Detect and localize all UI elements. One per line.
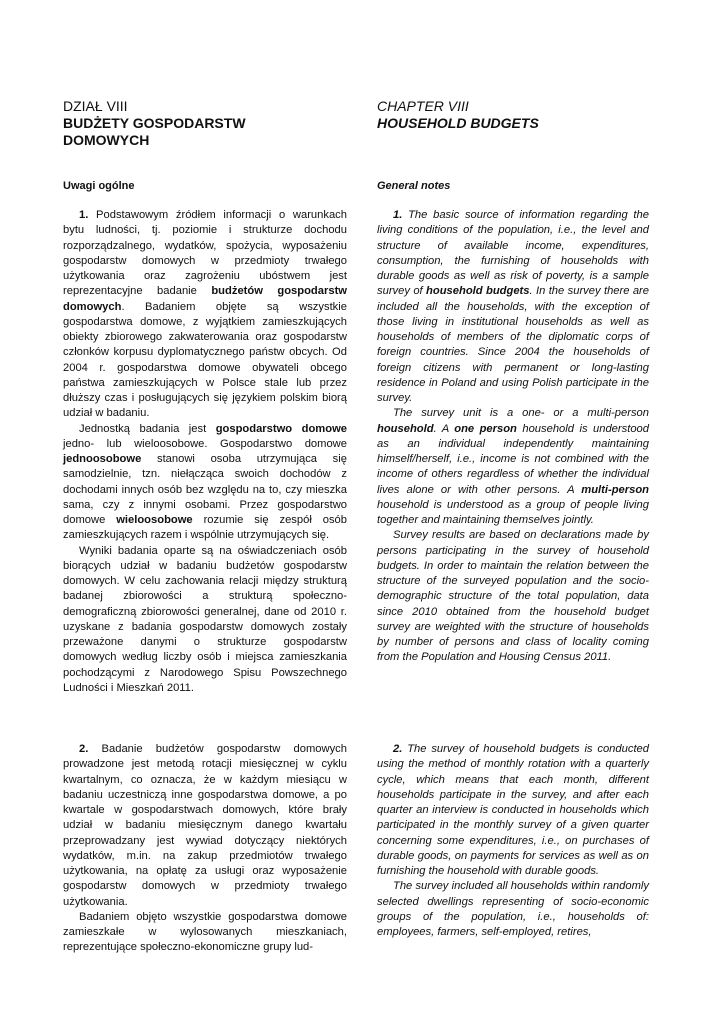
- text-run: The survey of household budgets is conducted using the method of monthly rotation with a quarterly cycle, which means that each month, different households participate in the survey, and after each quarter an interview is conducted in households which participated in the monthly survey of a given quarter concerning some expenditures, i.e., on purchases of durable goods, on payments for services as well as on furnishing the household with durable goods.: [377, 743, 649, 877]
- paragraph-en-1: [377, 208, 649, 406]
- paragraph-pl-4: [63, 742, 347, 910]
- bold-term: household: [377, 422, 434, 435]
- text-run: stanowi osoba utrzymująca się samodzielnie, tzn. niełącząca swoich dochodów z dochodami innych osób bez względu na to, czy mieszka sama, czy z innymi osobami. Przez gospodarstwo domowe: [63, 453, 347, 526]
- polish-column: [63, 0, 347, 1024]
- text-run: Jednostką badania jest: [79, 422, 216, 435]
- paragraph-number: 1.: [393, 209, 403, 221]
- paragraph-number: 2.: [393, 743, 403, 755]
- paragraph-pl-3: Wyniki badania oparte są na oświadczeniach osób biorących udział w badaniu budżetów gospodarstw domowych. W celu zachowania relacji między strukturą badanej zbiorowości a strukturą społeczno-demograficzną zbiorowości generalnej, dane od 2010 r. uzyskane z badania gospodarstw domowych zostały przeważone danymi o strukturze gospodarstw domowych według liczby osób i miejsca zamieszkania pochodzącymi z Narodowego Spisu Powszechnego Ludności i Mieszkań 2011.: [63, 544, 347, 694]
- paragraph-number: 2.: [79, 743, 89, 755]
- text-run: Podstawowym źródłem informacji o warunkach bytu ludności, tj. poziomie i strukturze dochodu rozporządzalnego, wydatków, spożycia, wyposażeniu gospodarstw domowych w przedmioty trwałego użytkowania oraz zagrożeniu ubóstwem jest reprezentacyjne badanie: [63, 209, 347, 298]
- text-run: . Badaniem objęte są wszystkie gospodarstwa domowe, z wyjątkiem zamieszkujących obiekty zbiorowego zakwaterowania oraz gospodarstw członków korpusu dyplomatycznego państw obcych. Od 2004 r. gospodarstwa domowe obywateli obcego państwa zamieszkujących w Polsce stale lub przez dłuższy czas i posługujących się językiem polskim biorą udział w badaniu.: [63, 300, 347, 420]
- paragraph-pl-5: Badaniem objęto wszystkie gospodarstwa domowe zamieszkałe w wylosowanych mieszkaniach, reprezentujące społeczno-ekonomiczne grupy lud-: [63, 910, 347, 954]
- paragraph-pl-1: [63, 208, 347, 422]
- body-text-en-section2: [377, 742, 649, 940]
- paragraph-en-5: The survey included all households within randomly selected dwellings representing of socio-economic groups of the population, i.e., households of: employees, farmers, self-employed, retires,: [377, 880, 649, 938]
- bold-term: multi-person: [581, 483, 649, 496]
- chapter-title-pl-line1: BUDŻETY GOSPODARSTW: [63, 115, 246, 131]
- text-run: . In the survey there are included all the households, with the exception of those living in institutional households as well as households of members of the diplomatic corps of foreign countries. Since 2004 the households of foreign citizens with permanent or long-lasting residence in Poland and using Polish participate in the survey.: [377, 285, 650, 404]
- bold-term: wieloosobowe: [116, 514, 193, 526]
- text-run: . A: [433, 422, 455, 435]
- notes-heading-pl: Uwagi ogólne: [63, 180, 135, 192]
- text-run: jedno- lub wieloosobowe. Gospodarstwo domowe: [63, 437, 347, 450]
- text-run: The basic source of information regarding the living conditions of the population, i.e., the level and structure of available income, expenditures, consumption, the furnishing of households with durable goods as well as risk of poverty, is a sample survey of: [377, 209, 649, 298]
- text-run: rozumie się zespół osób zamieszkujących razem i wspólnie utrzymujących się.: [63, 514, 347, 542]
- body-text-pl-section1: [63, 208, 347, 696]
- english-column: [377, 0, 661, 1024]
- paragraph-number: 1.: [79, 209, 89, 221]
- notes-heading-en: General notes: [377, 180, 451, 192]
- text-run: household is understood as a group of people living together and maintaining themselves jointly.: [377, 498, 649, 526]
- paragraph-en-3: Survey results are based on declarations made by persons participating in the survey of household budgets. In order to maintain the relation between the structure of the surveyed population and the socio-demographic structure of the total population, data since 2010 obtained from the household budget survey are weighted with the structure of households by number of persons and class of locality coming from the Population and Housing Census 2011.: [377, 529, 649, 664]
- chapter-title-pl: [63, 115, 246, 149]
- body-text-pl-section2: [63, 742, 347, 956]
- text-run: The survey unit is a one- or a multi-person: [393, 407, 649, 420]
- bold-term: jednoosobowe: [63, 453, 142, 465]
- bold-term: household budgets: [426, 285, 530, 298]
- paragraph-pl-2: [63, 422, 347, 544]
- text-run: Badanie budżetów gospodarstw domowych prowadzone jest metodą rotacji miesięcznej w cyklu kwartalnym, co oznacza, że w każdym miesiącu w badaniu uczestniczą inne gospodarstwa domowe, a po kwartale w gospodarstwach domowych, które brały udział w badaniu miesięcznym danego kwartału przeprowadzany jest wywiad dotyczący niektórych wydatków, m.in. na zakup przedmiotów trwałego użytkowania, na opłatę za usługi oraz wyposażenie gospodarstw domowych w przedmioty trwałego użytkowania.: [63, 743, 347, 908]
- text-run: household is understood as an individual independently maintaining himself/herself, i.e., income is not combined with the income of others regardless of whether the individual lives alone or with other persons. A: [377, 422, 649, 496]
- body-text-en-section1: [377, 208, 649, 666]
- bold-term: one person: [454, 422, 517, 435]
- bold-term: gospodarstwo domowe: [215, 422, 347, 435]
- chapter-label-pl: DZIAŁ VIII: [63, 98, 128, 114]
- paragraph-en-2: [377, 406, 649, 528]
- paragraph-en-4: [377, 742, 649, 879]
- chapter-title-en: HOUSEHOLD BUDGETS: [377, 115, 539, 131]
- chapter-label-en: CHAPTER VIII: [377, 98, 469, 114]
- chapter-title-pl-line2: DOMOWYCH: [63, 132, 150, 148]
- bold-term: budżetów gospodarstw domowych: [63, 285, 347, 313]
